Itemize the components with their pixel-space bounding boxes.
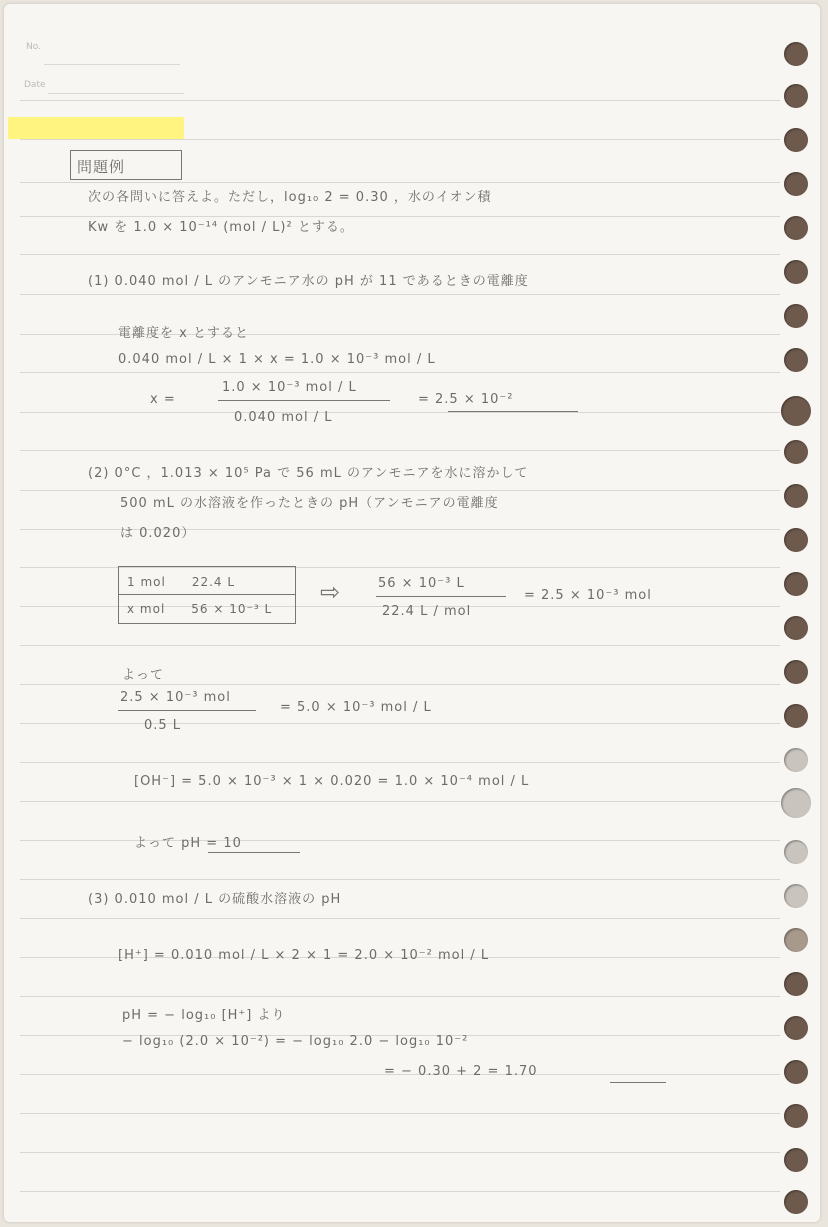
binder-hole bbox=[784, 616, 808, 640]
binder-hole bbox=[784, 972, 808, 996]
binder-hole bbox=[784, 840, 808, 864]
q1-answer: = 2.5 × 10⁻² bbox=[418, 392, 514, 407]
q1-answer-underline bbox=[448, 411, 578, 412]
date-label: Date bbox=[24, 80, 46, 90]
q1-question: (1) 0.040 mol / L のアンモニア水の pH が 11 であるときの電離度 bbox=[88, 274, 529, 289]
binder-hole bbox=[784, 884, 808, 908]
q2-result-1: = 2.5 × 10⁻³ mol bbox=[524, 588, 652, 603]
q2-ph: よって pH = 10 bbox=[134, 836, 242, 851]
q1-step-1: 電離度を x とすると bbox=[118, 326, 249, 341]
q3-h: [H⁺] = 0.010 mol / L × 2 × 1 = 2.0 × 10⁻² mol / L bbox=[118, 948, 490, 963]
q3-question: (3) 0.010 mol / L の硫酸水溶液の pH bbox=[88, 892, 342, 907]
q2-frac1-bar bbox=[376, 596, 506, 597]
binder-hole bbox=[784, 704, 808, 728]
binder-hole bbox=[784, 928, 808, 952]
q2-frac1-den: 22.4 L / mol bbox=[382, 604, 472, 619]
q3-ph-1: pH = − log₁₀ [H⁺] より bbox=[122, 1008, 286, 1023]
binder-hole bbox=[784, 1148, 808, 1172]
q2-ph-underline bbox=[208, 852, 300, 853]
binder-hole bbox=[784, 748, 808, 772]
no-label: No. bbox=[26, 42, 41, 52]
intro-line-2: Kw を 1.0 × 10⁻¹⁴ (mol / L)² とする。 bbox=[88, 220, 354, 235]
binder-hole bbox=[784, 1190, 808, 1214]
binder-hole bbox=[784, 572, 808, 596]
q2-yotte: よって bbox=[122, 668, 165, 683]
q1-fraction-bar bbox=[218, 400, 390, 401]
q1-frac-den: 0.040 mol / L bbox=[234, 410, 333, 425]
q3-ph-2: − log₁₀ (2.0 × 10⁻²) = − log₁₀ 2.0 − log₁₀ 10⁻² bbox=[122, 1034, 469, 1049]
binder-hole bbox=[784, 172, 808, 196]
binder-hole bbox=[784, 216, 808, 240]
binder-hole bbox=[781, 788, 811, 818]
binder-hole bbox=[784, 304, 808, 328]
q2-frac2-den: 0.5 L bbox=[144, 718, 182, 733]
binder-hole bbox=[784, 1060, 808, 1084]
q2-question-1: (2) 0°C ，1.013 × 10⁵ Pa で 56 mL のアンモニアを水に溶かして bbox=[88, 466, 529, 481]
q3-answer-underline bbox=[610, 1082, 666, 1083]
notebook-page bbox=[4, 4, 820, 1222]
binder-hole bbox=[784, 660, 808, 684]
q2-result-2: = 5.0 × 10⁻³ mol / L bbox=[280, 700, 432, 715]
binder-hole bbox=[784, 1016, 808, 1040]
binder-hole bbox=[784, 484, 808, 508]
q2-frac1-num: 56 × 10⁻³ L bbox=[378, 576, 465, 591]
q1-frac-num: 1.0 × 10⁻³ mol / L bbox=[222, 380, 357, 395]
title-box bbox=[70, 150, 182, 180]
proportion-row-2: x mol 56 × 10⁻³ L bbox=[127, 602, 273, 616]
intro-line-1: 次の各問いに答えよ。ただし，log₁₀ 2 = 0.30 ，水のイオン積 bbox=[88, 190, 492, 205]
proportion-row-1: 1 mol 22.4 L bbox=[127, 575, 236, 589]
q3-ph-3: = − 0.30 + 2 = 1.70 bbox=[384, 1064, 538, 1079]
binder-hole bbox=[781, 396, 811, 426]
problem-title: 問題例 bbox=[77, 158, 126, 176]
highlighter-mark bbox=[8, 117, 184, 139]
binder-hole bbox=[784, 440, 808, 464]
binder-hole bbox=[784, 348, 808, 372]
q2-question-3: は 0.020） bbox=[120, 526, 196, 541]
q2-question-2: 500 mL の水溶液を作ったときの pH（アンモニアの電離度 bbox=[120, 496, 499, 511]
arrow-icon: ⇨ bbox=[320, 578, 341, 606]
binder-hole bbox=[784, 260, 808, 284]
proportion-box bbox=[118, 566, 296, 624]
q2-frac2-num: 2.5 × 10⁻³ mol bbox=[120, 690, 231, 705]
binder-hole bbox=[784, 84, 808, 108]
binder-hole bbox=[784, 528, 808, 552]
q1-x-label: x = bbox=[150, 392, 176, 407]
q1-step-2: 0.040 mol / L × 1 × x = 1.0 × 10⁻³ mol / L bbox=[118, 352, 436, 367]
binder-hole bbox=[784, 128, 808, 152]
binder-hole bbox=[784, 1104, 808, 1128]
q2-frac2-bar bbox=[118, 710, 256, 711]
q2-oh: [OH⁻] = 5.0 × 10⁻³ × 1 × 0.020 = 1.0 × 10⁻⁴ mol / L bbox=[134, 774, 530, 789]
binder-hole bbox=[784, 42, 808, 66]
